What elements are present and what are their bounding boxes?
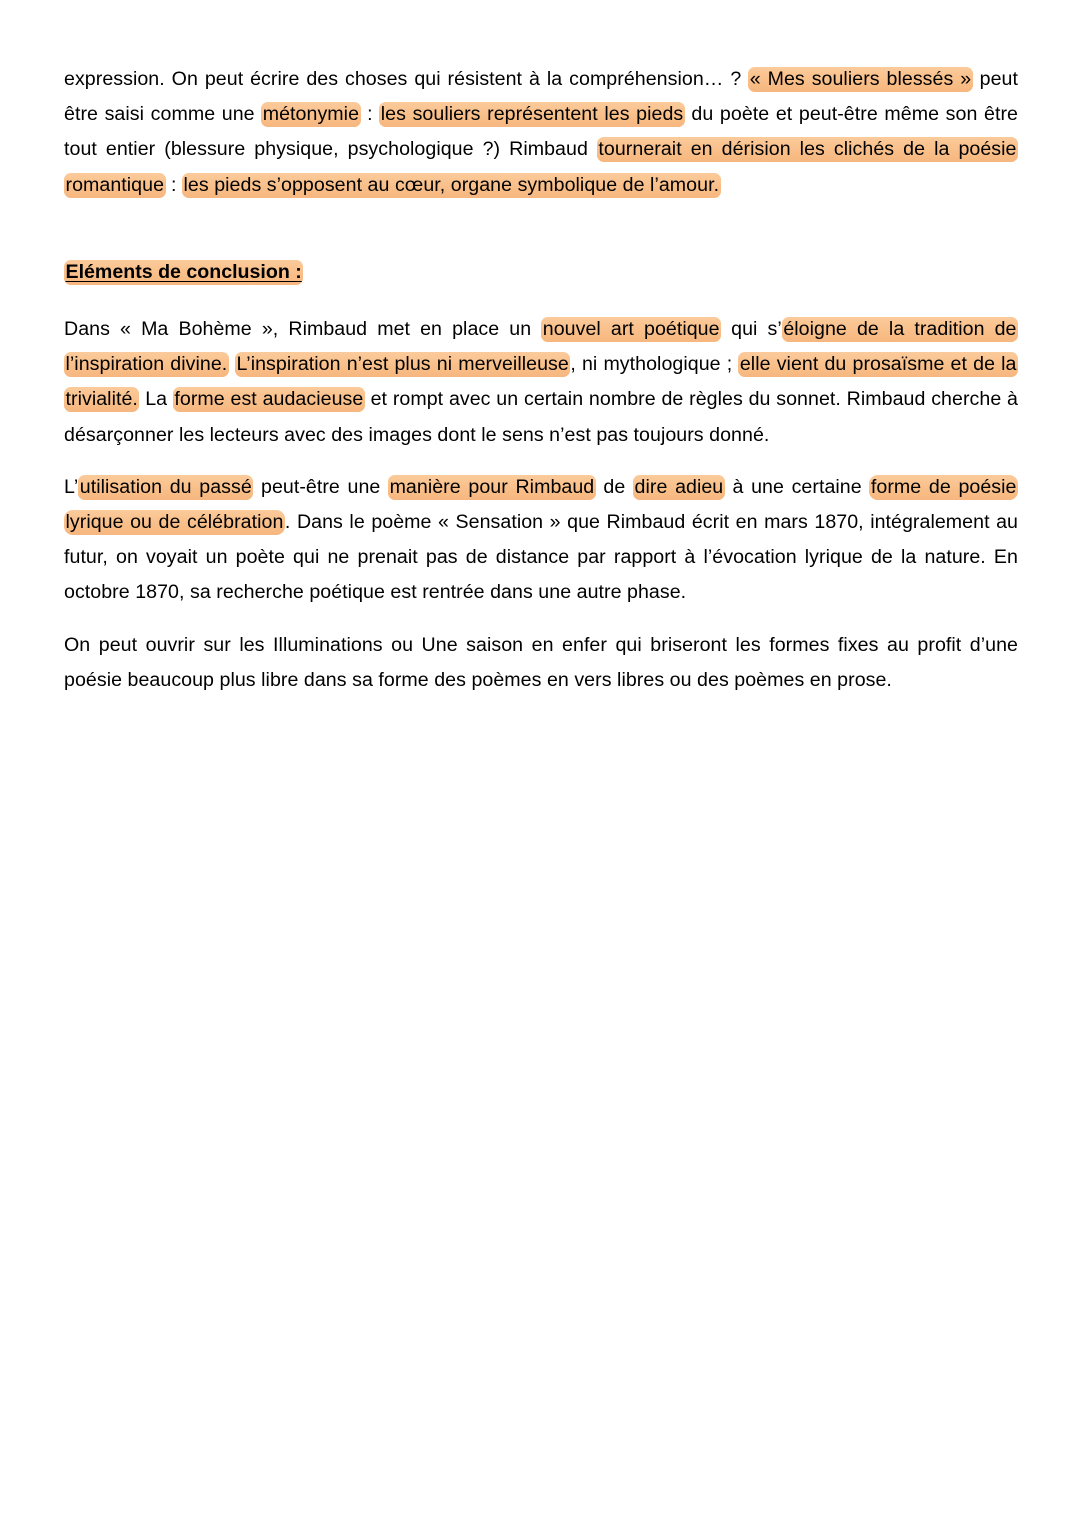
highlighted-run: utilisation du passé (79, 475, 252, 498)
text-run: du poète et peut-être même son être tout entier (blessure physique, psychologique ?) Rimbaud (64, 103, 1018, 161)
highlighted-run: forme de poésie lyrique ou de célébration (65, 475, 1017, 534)
text-run: peut être saisi comme une (64, 68, 1018, 126)
highlighted-run: tournerait en dérision les clichés de la poésie romantique (65, 138, 1017, 196)
highlighted-run: « Mes souliers blessés » (749, 68, 972, 90)
text-run: peut-être une (253, 475, 389, 498)
paragraph-conclusion-2 (64, 470, 1018, 611)
section-spacer (64, 203, 1018, 255)
text-run: La (139, 388, 173, 411)
highlighted-run: métonymie (262, 103, 360, 126)
highlighted-run: L’inspiration n’est plus ni merveilleuse (236, 353, 569, 376)
highlighted-run: éloigne de la tradition de l’inspiration divine. (65, 318, 1017, 376)
highlighted-run: elle vient du prosaïsme et de la trivialité. (65, 353, 1017, 411)
paragraph-conclusion-1 (64, 312, 1018, 453)
text-run: : (360, 103, 380, 126)
text-run: . Dans le poème « Sensation » que Rimbaud écrit en mars 1870, intégralement au futur, on voyait un poète qui ne prenait pas de distance par rapport à l’évocation lyrique de la nature. En octobre 1870, sa recherche poétique est rentrée dans une autre phase. (64, 511, 1019, 604)
text-run: : (165, 173, 183, 196)
paragraph-ouverture (64, 628, 1018, 698)
heading-text: Eléments de conclusion : (65, 260, 302, 283)
highlighted-run: les souliers représentent les pieds (380, 103, 684, 126)
text-run: et rompt avec un certain nombre de règles du sonnet. Rimbaud cherche à désarçonner les lecteurs avec des images dont le sens n’est pas toujours donné. (64, 388, 1018, 446)
text-run: à une certaine (724, 475, 870, 498)
highlighted-run: dire adieu (634, 475, 724, 498)
text-run: , ni mythologique ; (570, 353, 739, 376)
text-run: L’ (64, 475, 79, 498)
highlighted-run: les pieds s’opposent au cœur, organe symbolique de l’amour. (183, 173, 720, 196)
text-run: On peut ouvrir sur les Illuminations ou Une saison en enfer qui briseront les formes fixes au profit d’une poésie beaucoup plus libre dans sa forme des poèmes en vers libres ou des poèmes en prose. (64, 633, 1018, 691)
text-run: expression. On peut écrire des choses qui résistent à la compréhension… ? (64, 68, 749, 90)
text-run: de (595, 475, 634, 498)
highlighted-run: nouvel art poétique (542, 318, 720, 341)
highlighted-run: manière pour Rimbaud (389, 475, 595, 498)
heading-elements-de-conclusion (64, 255, 1018, 290)
highlighted-run: forme est audacieuse (174, 388, 364, 411)
heading-spacer (64, 290, 1018, 312)
text-run: qui s’ (721, 318, 782, 341)
text-run: Dans « Ma Bohème », Rimbaud met en place un (64, 318, 542, 341)
document-body (64, 62, 1018, 698)
paragraph-expression (64, 62, 1018, 203)
